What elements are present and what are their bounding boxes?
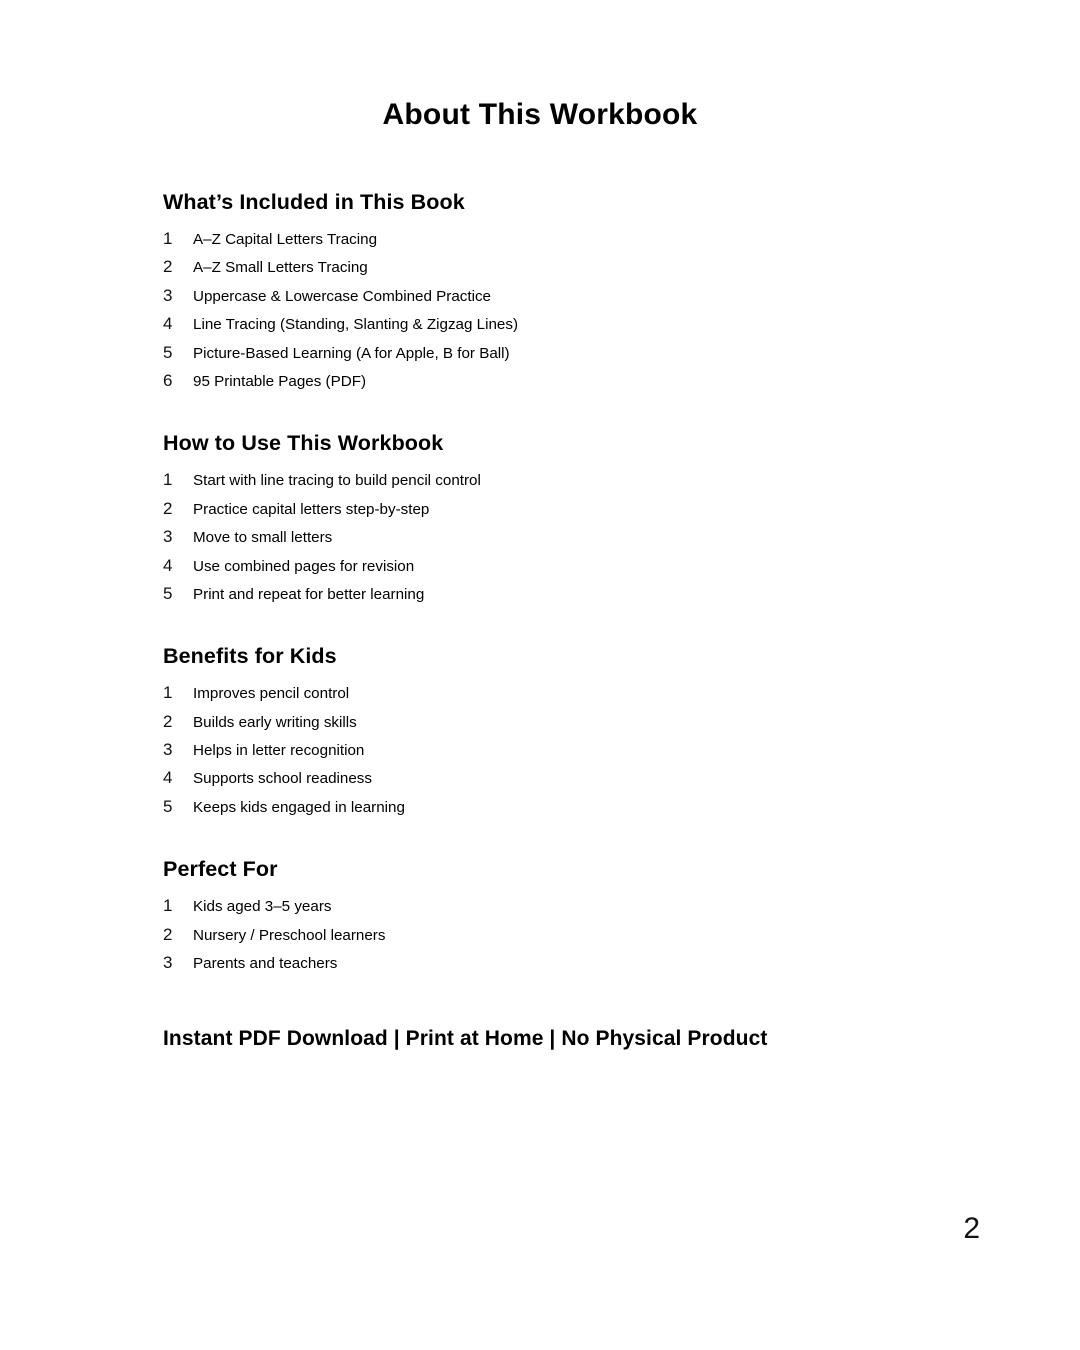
list-item-label: Line Tracing (Standing, Slanting & Zigzag Lines) [193,316,519,334]
list-item-number: 3 [163,740,173,760]
list-item-label: Parents and teachers [193,955,338,973]
list-item [163,343,960,363]
list-item-number: 6 [163,370,173,390]
list-whats-included [163,229,960,391]
list-item-number: 3 [163,527,173,547]
list-item-label: Use combined pages for revision [193,557,415,575]
list-item-label: Start with line tracing to build pencil control [193,472,481,490]
list-item-number: 5 [163,342,173,362]
list-item [163,229,960,249]
list-item-number: 2 [163,257,173,277]
list-item-label: Improves pencil control [193,685,350,703]
list-item [163,740,960,760]
list-item [163,768,960,788]
list-item-label: Uppercase & Lowercase Combined Practice [193,287,491,305]
list-item [163,683,960,703]
list-item-label: A–Z Capital Letters Tracing [193,231,378,248]
footer-note: Instant PDF Download | Print at Home | No Physical Product [163,1027,768,1051]
list-item [163,286,960,306]
section-heading: Perfect For [163,857,278,882]
section-perfect-for [163,857,960,973]
list-item-number: 2 [163,711,173,731]
section-heading: What’s Included in This Book [163,190,465,214]
page-content [0,132,1080,1051]
list-item-label: Picture-Based Learning (A for Apple, B for Ball) [193,344,510,362]
list-perfect-for [163,896,960,973]
list-item-label: Builds early writing skills [193,713,357,731]
list-item-label: Keeps kids engaged in learning [193,798,405,816]
list-benefits-for-kids [163,683,960,817]
list-item-label: 95 Printable Pages (PDF) [193,372,367,390]
list-item [163,797,960,817]
list-item-label: Helps in letter recognition [193,742,365,760]
list-item [163,527,960,547]
list-item-number: 1 [163,896,173,916]
list-item-number: 2 [163,924,173,944]
list-item-number: 1 [163,683,173,703]
list-item [163,470,960,490]
list-item-number: 4 [163,555,173,575]
list-item-number: 1 [163,229,173,248]
list-item-label: Supports school readiness [193,770,372,788]
section-heading: Benefits for Kids [163,644,337,669]
list-item-number: 4 [163,768,173,788]
section-heading: How to Use This Workbook [163,431,444,456]
list-item [163,499,960,519]
list-item-number: 3 [163,953,173,973]
list-item [163,953,960,973]
list-item-number: 1 [163,470,173,490]
section-how-to-use [163,431,960,604]
list-item [163,556,960,576]
list-item [163,314,960,334]
list-item-label: Nursery / Preschool learners [193,926,386,944]
list-item-number: 2 [163,498,173,518]
list-item [163,257,960,277]
list-item-label: Move to small letters [193,529,333,547]
list-item-label: Practice capital letters step-by-step [193,500,430,518]
page-title: About This Workbook [382,98,698,131]
list-how-to-use [163,470,960,604]
list-item [163,712,960,732]
list-item-number: 5 [163,583,173,603]
list-item-label: A–Z Small Letters Tracing [193,259,368,277]
page-number: 2 [963,1212,980,1245]
section-whats-included [163,190,960,391]
list-item-number: 3 [163,285,173,305]
list-item [163,584,960,604]
list-item-number: 4 [163,314,173,334]
list-item-label: Kids aged 3–5 years [193,898,332,916]
section-benefits-for-kids [163,644,960,817]
list-item [163,896,960,916]
list-item-label: Print and repeat for better learning [193,585,425,603]
list-item [163,925,960,945]
list-item [163,371,960,391]
list-item-number: 5 [163,796,173,816]
